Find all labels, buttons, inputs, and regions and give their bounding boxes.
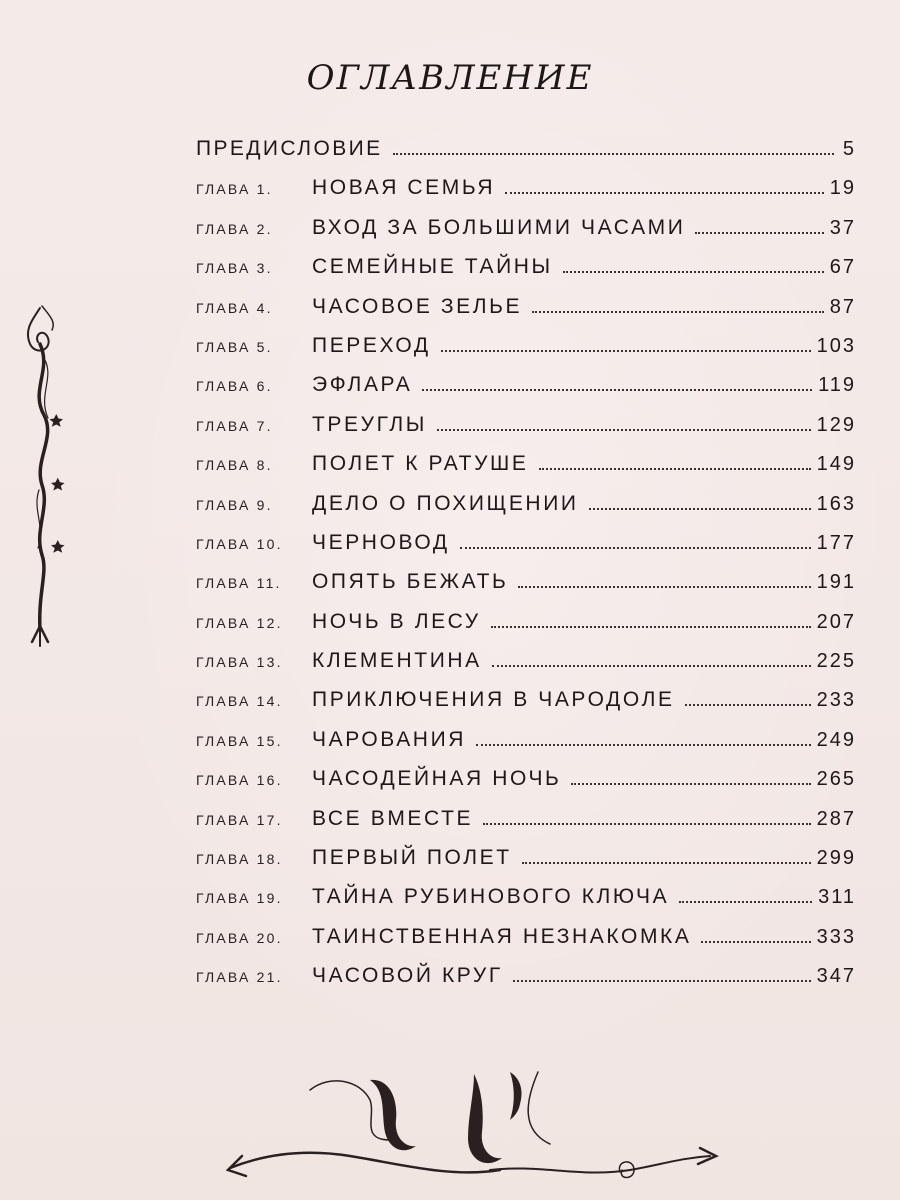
chapter-title: ВСЕ ВМЕСТЕ (312, 806, 474, 830)
chapter-title: ДЕЛО О ПОХИЩЕНИИ (312, 491, 579, 515)
toc-row-chapter-18[interactable] (196, 846, 856, 885)
page-number: 207 (816, 610, 856, 633)
chapter-title: ВХОД ЗА БОЛЬШИМИ ЧАСАМИ (312, 215, 686, 239)
page-number: 233 (816, 689, 856, 712)
dot-leader (460, 546, 811, 549)
chapter-label: ГЛАВА 2. (196, 220, 273, 237)
chapter-title: ЧАРОВАНИЯ (312, 727, 467, 751)
toc-row-chapter-1[interactable] (196, 176, 856, 215)
chapter-label: ГЛАВА 6. (196, 378, 273, 395)
dot-leader (441, 349, 811, 352)
table-of-contents (196, 137, 856, 1004)
chapter-title: ПРИКЛЮЧЕНИЯ В ЧАРОДОЛЕ (312, 688, 675, 712)
chapter-title: ТАИНСТВЕННАЯ НЕЗНАКОМКА (312, 924, 692, 948)
toc-row-chapter-19[interactable] (196, 885, 856, 924)
page-number: 225 (816, 650, 856, 673)
toc-row-chapter-6[interactable] (196, 373, 856, 412)
page-number: 299 (816, 847, 856, 870)
toc-row-chapter-2[interactable] (196, 216, 856, 255)
page-number: 149 (816, 453, 856, 476)
chapter-label: ГЛАВА 16. (196, 772, 283, 789)
dot-leader (589, 507, 811, 510)
chapter-title: ЧЕРНОВОД (312, 530, 450, 554)
dot-leader (476, 743, 811, 746)
page-number: 119 (818, 374, 856, 397)
dot-leader (505, 191, 824, 194)
chapter-label: ГЛАВА 19. (196, 890, 283, 907)
chapter-label: ГЛАВА 18. (196, 851, 283, 868)
page-number: 287 (816, 807, 856, 830)
chapter-label: ГЛАВА 4. (196, 299, 273, 316)
chapter-label: ГЛАВА 14. (196, 693, 283, 710)
chapter-label: ГЛАВА 15. (196, 732, 283, 749)
chapter-label: ГЛАВА 1. (196, 181, 273, 198)
page-number: 265 (816, 768, 856, 791)
toc-row-preface[interactable] (196, 137, 856, 176)
page-number: 129 (816, 413, 856, 436)
page-number: 163 (816, 492, 856, 515)
toc-row-chapter-21[interactable] (196, 964, 856, 1003)
page-number: 5 (842, 138, 856, 160)
dot-leader (483, 822, 810, 825)
page-number: 37 (829, 216, 856, 239)
page-number: 191 (816, 571, 856, 594)
page-number: 87 (829, 295, 856, 318)
chapter-label: ГЛАВА 10. (196, 535, 283, 552)
toc-row-chapter-16[interactable] (196, 767, 856, 806)
page-number: 311 (818, 886, 856, 909)
toc-row-chapter-14[interactable] (196, 688, 856, 727)
chapter-label: ГЛАВА 8. (196, 457, 273, 474)
dot-leader (518, 585, 810, 588)
toc-row-chapter-17[interactable] (196, 807, 856, 846)
chapter-label: ГЛАВА 11. (196, 575, 282, 592)
preface-title: ПРЕДИСЛОВИЕ (196, 137, 383, 160)
dot-leader (695, 231, 823, 234)
toc-row-chapter-4[interactable] (196, 295, 856, 334)
dot-leader (513, 979, 811, 982)
dot-leader (532, 310, 824, 313)
chapter-title: ЧАСОВОЕ ЗЕЛЬЕ (312, 294, 523, 318)
chapter-title: НОЧЬ В ЛЕСУ (312, 609, 481, 633)
vine-arrow-ornament-icon (12, 300, 72, 660)
chapter-title: ЧАСОВОЙ КРУГ (312, 964, 503, 988)
chapter-title: ТАЙНА РУБИНОВОГО КЛЮЧА (312, 885, 670, 909)
dot-leader (679, 900, 812, 903)
chapter-label: ГЛАВА 9. (196, 496, 273, 513)
toc-row-chapter-10[interactable] (196, 531, 856, 570)
chapter-label: ГЛАВА 13. (196, 654, 283, 671)
toc-row-chapter-9[interactable] (196, 492, 856, 531)
toc-row-chapter-12[interactable] (196, 610, 856, 649)
chapter-title: ТРЕУГЛЫ (312, 412, 427, 436)
toc-row-chapter-5[interactable] (196, 334, 856, 373)
chapter-label: ГЛАВА 7. (196, 417, 273, 434)
page-number: 333 (816, 925, 856, 948)
chapter-label: ГЛАВА 21. (196, 969, 283, 986)
chapter-label: ГЛАВА 5. (196, 338, 273, 355)
page-title: ОГЛАВЛЕНИЕ (306, 58, 594, 98)
chapter-label: ГЛАВА 20. (196, 929, 283, 946)
chapter-title: ПОЛЕТ К РАТУШЕ (312, 452, 529, 476)
dot-leader (422, 388, 812, 391)
dot-leader (701, 940, 810, 943)
chapter-title: ЧАСОДЕЙНАЯ НОЧЬ (312, 767, 562, 791)
chapter-list (196, 176, 856, 1003)
toc-row-chapter-7[interactable] (196, 413, 856, 452)
toc-row-chapter-20[interactable] (196, 925, 856, 964)
dot-leader (563, 270, 824, 273)
chapter-label: ГЛАВА 17. (196, 811, 283, 828)
chapter-title: ЭФЛАРА (312, 373, 413, 397)
flourish-arrow-ornament-icon (220, 1060, 740, 1190)
chapter-label: ГЛАВА 3. (196, 260, 273, 277)
toc-row-chapter-8[interactable] (196, 452, 856, 491)
page-number: 249 (816, 728, 856, 751)
dot-leader (491, 625, 811, 628)
page-number: 347 (816, 965, 856, 988)
chapter-label: ГЛАВА 12. (196, 614, 283, 631)
chapter-title: НОВАЯ СЕМЬЯ (312, 176, 496, 200)
toc-row-chapter-15[interactable] (196, 728, 856, 767)
toc-row-chapter-3[interactable] (196, 255, 856, 294)
dot-leader (539, 467, 811, 470)
chapter-title: ПЕРВЫЙ ПОЛЕТ (312, 846, 512, 870)
chapter-title: ОПЯТЬ БЕЖАТЬ (312, 570, 509, 594)
page-number: 103 (816, 334, 856, 357)
chapter-title: КЛЕМЕНТИНА (312, 649, 482, 673)
dot-leader (522, 861, 811, 864)
toc-row-chapter-13[interactable] (196, 649, 856, 688)
page-number: 67 (829, 256, 856, 279)
dot-leader (437, 428, 811, 431)
page-number: 177 (816, 531, 856, 554)
dot-leader (571, 782, 810, 785)
dot-leader (393, 152, 834, 155)
toc-row-chapter-11[interactable] (196, 570, 856, 609)
page-number: 19 (829, 177, 856, 200)
dot-leader (492, 664, 811, 667)
dot-leader (685, 703, 811, 706)
chapter-title: ПЕРЕХОД (312, 333, 431, 357)
chapter-title: СЕМЕЙНЫЕ ТАЙНЫ (312, 255, 553, 279)
